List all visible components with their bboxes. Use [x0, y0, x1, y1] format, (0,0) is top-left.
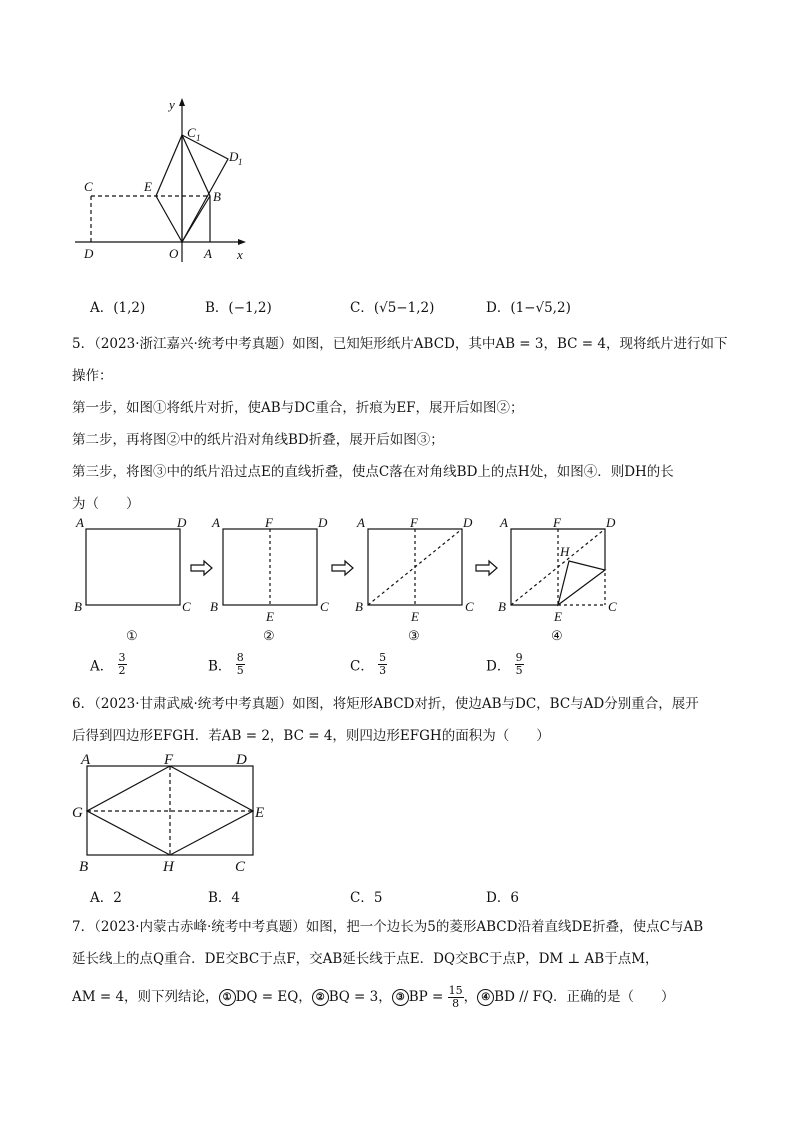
svg-text:A: A: [212, 515, 220, 530]
q5-step2: 第二步，再将图②中的纸片沿对角线BD折叠，展开后如图③；: [72, 432, 444, 448]
svg-text:C: C: [320, 599, 329, 614]
q4-option-a[interactable]: A．(1,2): [90, 300, 146, 316]
conclusion-3-fraction: $\frac{15}{8}$: [448, 984, 463, 1010]
svg-text:F: F: [553, 515, 561, 530]
conclusion-mark-1: ①: [219, 989, 236, 1006]
fig3-diagonal-BD: [368, 529, 462, 605]
conclusion-2: BQ = 3: [328, 989, 379, 1005]
label-O: O: [169, 246, 179, 261]
svg-text:H: H: [163, 859, 174, 875]
svg-text:A: A: [500, 515, 508, 530]
x-axis-arrow: [238, 239, 246, 245]
fig4-folded-triangle: [558, 561, 605, 605]
svg-text:A: A: [81, 752, 91, 768]
q6-option-b[interactable]: B．4: [208, 890, 241, 906]
q6-stem-line1: 6．（2023·甘肃武威·统考中考真题）如图，将矩形ABCD对折，使边AB与DC，BC与AD分别重合，展开: [72, 696, 699, 712]
q5-option-a[interactable]: A． $\frac{3}{2}$: [90, 651, 126, 677]
q4-option-d[interactable]: D．(1−√5,2): [486, 300, 571, 316]
q5-stem-line2: 操作：: [72, 368, 113, 384]
svg-text:F: F: [265, 515, 273, 530]
y-axis-arrow: [179, 98, 185, 106]
q5-option-d[interactable]: D． $\frac{9}{5}$: [486, 651, 523, 677]
svg-text:D: D: [606, 515, 616, 530]
caption-3: ③: [408, 628, 420, 643]
svg-text:B: B: [355, 599, 363, 614]
conclusion-4: BD // FQ: [494, 989, 554, 1005]
label-axis-x: x: [237, 247, 243, 262]
svg-text:F: F: [410, 515, 418, 530]
q5-step3: 第三步，将图③中的纸片沿过点E的直线折叠，使点C落在对角线BD上的点H处，如图④．则DH的长: [72, 464, 674, 480]
q6-stem-line2: 后得到四边形EFGH．若AB = 2，BC = 4，则四边形EFGH的面积为（ ）: [72, 728, 550, 744]
q7-stem-line2: 延长线上的点Q重合．DE交BC于点F，交AB延长线于点E．DQ交BC于点P，DM ⊥ AB于点M，: [72, 951, 659, 967]
label-C1: C: [187, 125, 196, 140]
conclusion-1: DQ = EQ: [235, 989, 299, 1005]
label-D: D: [84, 246, 94, 261]
q4-option-c[interactable]: C．(√5−1,2): [350, 300, 435, 316]
rhombus-OEC1B: [156, 135, 210, 242]
svg-text:A: A: [357, 515, 365, 530]
svg-text:C: C: [235, 859, 246, 875]
svg-text:D: D: [236, 752, 247, 768]
q4-coordinate-figure: [60, 90, 270, 270]
svg-text:D: D: [463, 515, 473, 530]
arrow-1: [191, 561, 212, 575]
caption-2: ②: [263, 628, 275, 643]
q6-option-c[interactable]: C．5: [350, 890, 383, 906]
svg-text:B: B: [74, 599, 82, 614]
caption-1: ①: [126, 628, 138, 643]
svg-text:E: E: [266, 609, 274, 624]
fig1-rect: [86, 529, 180, 605]
svg-text:E: E: [411, 609, 419, 624]
svg-text:B: B: [79, 859, 89, 875]
q5-stem-end: 为（ ）: [72, 496, 140, 512]
q5-step1: 第一步，如图①将纸片对折，使AB与DC重合，折痕为EF，展开后如图②；: [72, 400, 524, 416]
caption-4: ④: [551, 628, 563, 643]
label-B: B: [213, 189, 221, 204]
svg-text:A: A: [76, 515, 84, 530]
q7-stem-line1: 7．（2023·内蒙古赤峰·统考中考真题）如图，把一个边长为5的菱形ABCD沿着直线DE折叠，使点C与AB: [72, 919, 704, 935]
svg-text:B: B: [498, 599, 506, 614]
q6-option-a[interactable]: A．2: [90, 890, 122, 906]
svg-text:C: C: [182, 599, 191, 614]
conclusion-mark-2: ②: [312, 989, 329, 1006]
svg-text:D: D: [177, 515, 187, 530]
label-axis-y: y: [169, 97, 175, 112]
svg-text:B: B: [210, 599, 218, 614]
svg-text:G: G: [72, 805, 83, 821]
q5-stem-line1: 5．（2023·浙江嘉兴·统考中考真题）如图，已知矩形纸片ABCD，其中AB = 3，BC = 4，现将纸片进行如下: [72, 336, 728, 352]
q4-option-b[interactable]: B．(−1,2): [205, 300, 272, 316]
q6-option-d[interactable]: D．6: [486, 890, 519, 906]
svg-text:F: F: [164, 752, 174, 768]
label-D1-sub: 1: [238, 157, 243, 167]
svg-text:E: E: [255, 805, 265, 821]
svg-text:C: C: [608, 599, 617, 614]
svg-text:C: C: [465, 599, 474, 614]
svg-text:D: D: [318, 515, 328, 530]
arrow-3: [476, 561, 497, 575]
q5-option-c[interactable]: C． $\frac{5}{3}$: [350, 651, 387, 677]
svg-text:E: E: [554, 609, 562, 624]
label-C1-sub: 1: [196, 133, 201, 143]
conclusion-3: BP =: [408, 989, 444, 1005]
conclusion-mark-3: ③: [392, 989, 409, 1006]
q5-option-b[interactable]: B． $\frac{8}{5}$: [208, 651, 244, 677]
label-A: A: [204, 246, 212, 261]
label-C: C: [84, 179, 93, 194]
label-E: E: [144, 179, 152, 194]
arrow-2: [332, 561, 353, 575]
q5-figures: [72, 515, 632, 650]
q7-stem-line3: AM = 4，则下列结论， ① DQ = EQ， ② BQ = 3， ③ BP = $\frac{15}{8}$ ， ④ BD // FQ．正确的是（ ）: [72, 984, 675, 1010]
svg-text:H: H: [560, 544, 570, 559]
label-D1: D: [229, 149, 239, 164]
conclusion-mark-4: ④: [477, 989, 494, 1006]
q6-figure: [66, 748, 266, 876]
